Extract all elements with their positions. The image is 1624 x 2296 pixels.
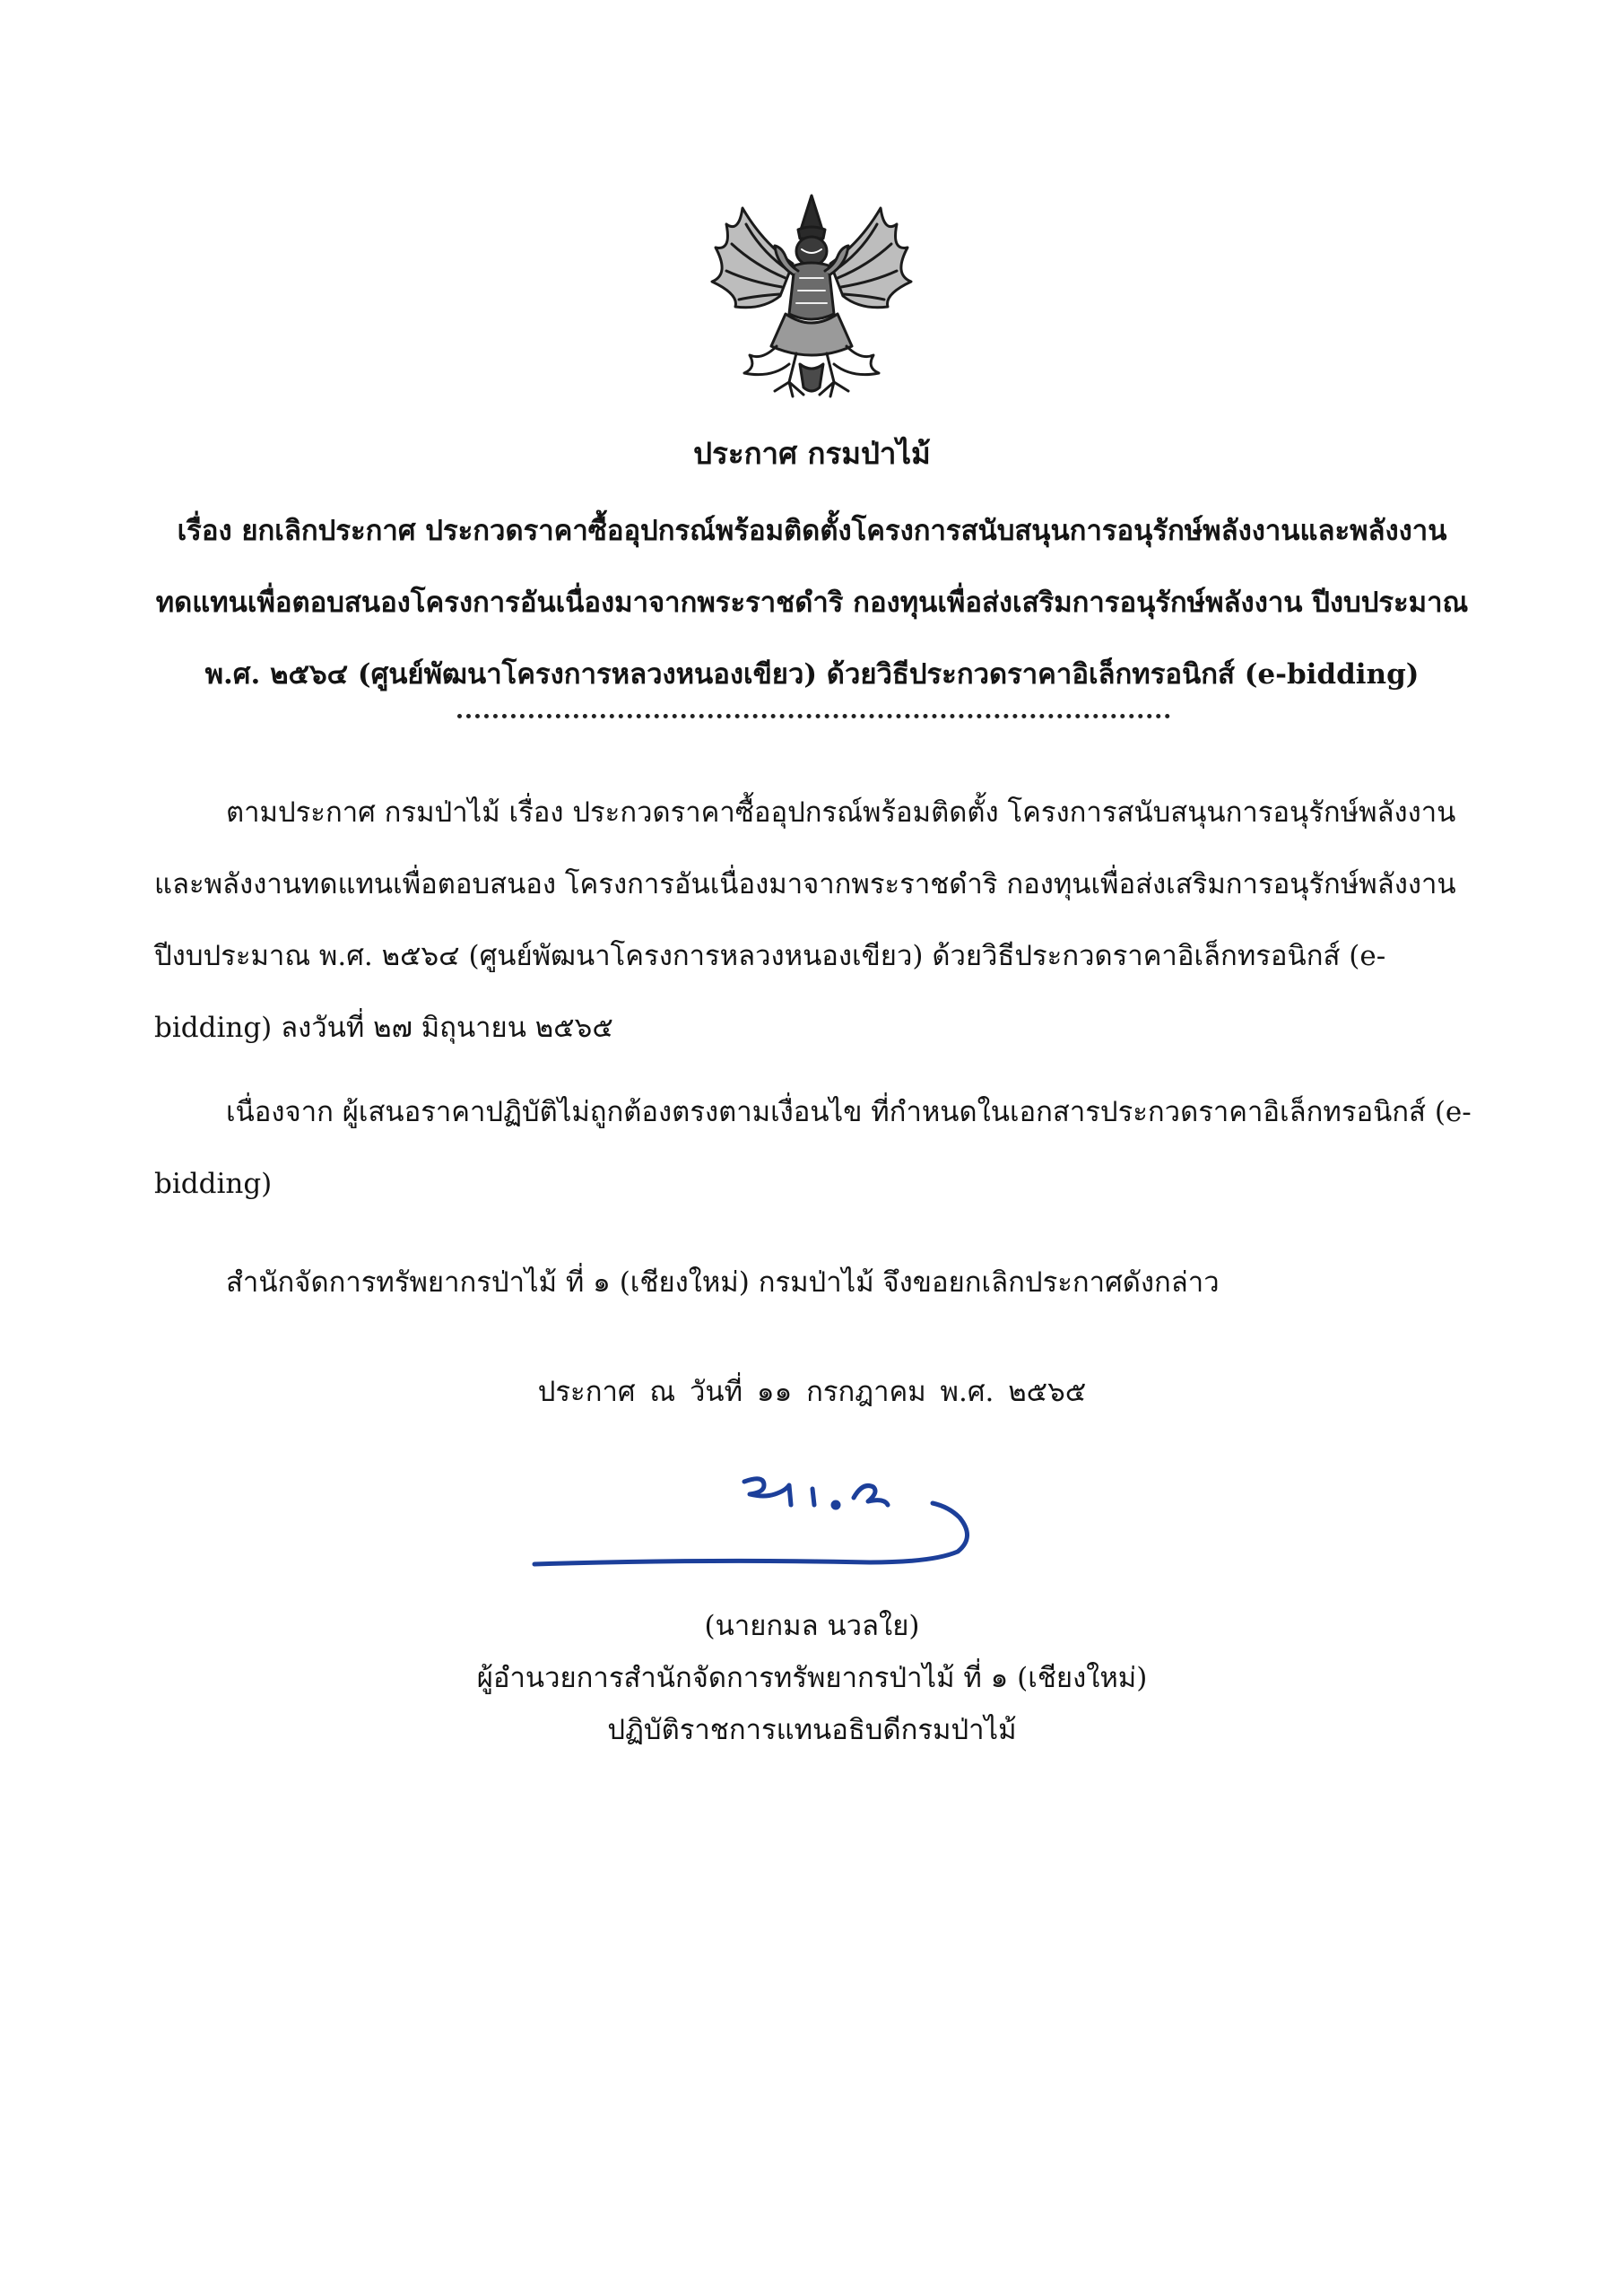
body-paragraph-reference: ตามประกาศ กรมป่าไม้ เรื่อง ประกวดราคาซื้ออุปกรณ์พร้อมติดตั้ง โครงการสนับสนุนการอนุรักษ์พลังงาน และพลังงานทดแทนเพื่อตอบสนอง โครงการอันเนื่องมาจากพระราชดำริ กองทุนเพื่อส่งเสริมการอนุรักษ์พลังงาน ปีงบประมาณ พ.ศ. ๒๕๖๔ (ศูนย์พัฒนาโครงการหลวงหนองเขียว) ด้วยวิธีประกวดราคาอิเล็กทรอนิกส์ (e-bidding) ลงวันที่ ๒๗ มิถุนายน ๒๕๖๕ — [154, 796, 1456, 1044]
signatory-position: ผู้อำนวยการสำนักจัดการทรัพยากรป่าไม้ ที่ ๑ (เชียงใหม่) — [476, 1662, 1148, 1694]
announcement-date: ประกาศ ณ วันที่ ๑๑ กรกฎาคม พ.ศ. ๒๕๖๕ — [537, 1376, 1087, 1408]
handwritten-signature — [529, 1462, 995, 1596]
subject-line: ทดแทนเพื่อตอบสนองโครงการอันเนื่องมาจากพระราชดำริ กองทุนเพื่อส่งเสริมการอนุรักษ์พลังงาน ปีงบประมาณ — [155, 587, 1469, 619]
garuda-emblem-icon — [699, 188, 924, 408]
announcement-subject — [143, 495, 1481, 710]
announcement-title: ประกาศ กรมป่าไม้ — [693, 436, 931, 471]
signatory-name: (นายกมล นวลใย) — [704, 1610, 920, 1642]
signature-block — [0, 1600, 1624, 1756]
body-paragraph-reason: เนื่องจาก ผู้เสนอราคาปฏิบัติไม่ถูกต้องตรงตามเงื่อนไข ที่กำหนดในเอกสารประกวดราคาอิเล็กทรอนิกส์ (e-bidding) — [154, 1096, 1472, 1200]
dotted-divider — [457, 714, 1170, 718]
subject-line: พ.ศ. ๒๕๖๔ (ศูนย์พัฒนาโครงการหลวงหนองเขียว) ด้วยวิธีประกวดราคาอิเล็กทรอนิกส์ (e-bidding) — [204, 658, 1420, 691]
subject-line: เรื่อง ยกเลิกประกาศ ประกวดราคาซื้ออุปกรณ์พร้อมติดตั้งโครงการสนับสนุนการอนุรักษ์พลังงานและพลังงาน — [177, 515, 1447, 547]
signatory-acting-role: ปฏิบัติราชการแทนอธิบดีกรมป่าไม้ — [607, 1714, 1017, 1746]
body-paragraph-cancellation: สำนักจัดการทรัพยากรป่าไม้ ที่ ๑ (เชียงใหม่) กรมป่าไม้ จึงขอยกเลิกประกาศดังกล่าว — [226, 1266, 1220, 1299]
